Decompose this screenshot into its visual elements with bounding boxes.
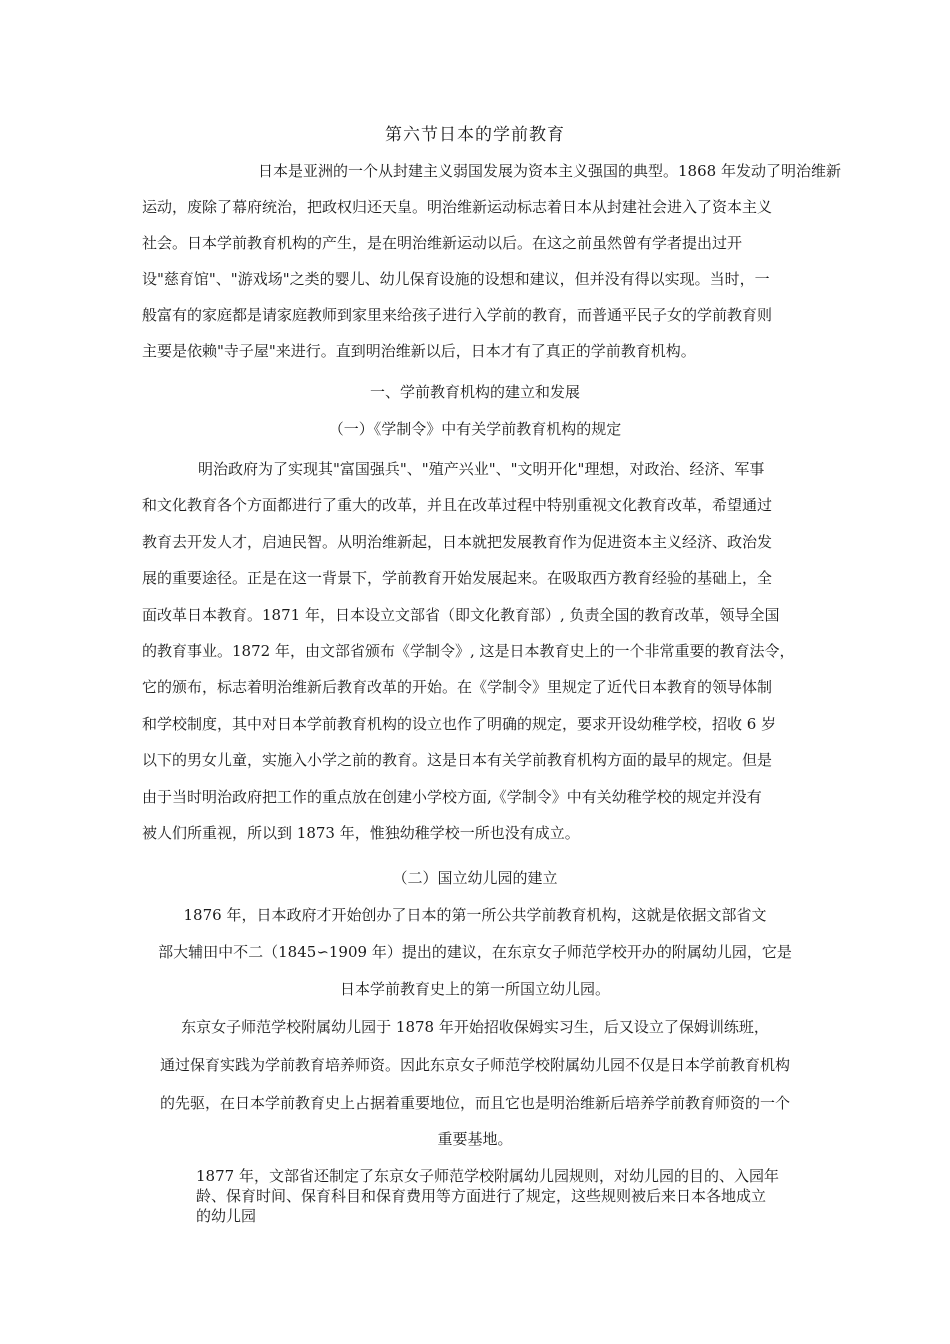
text-line: 龄、保育时间、保育科目和保育费用等方面进行了规定，这些规则被后来日本各地成立: [196, 1187, 767, 1205]
text-line: 重要基地。: [437, 1130, 513, 1148]
text-line: 运动，废除了幕府统治，把政权归还天皇。明治维新运动标志着日本从封建社会进入了资本主义: [142, 198, 773, 216]
text-line: 被人们所重视，所以到 1873 年，惟独幼稚学校一所也没有成立。: [142, 824, 580, 843]
text-line: 明治政府为了实现其"富国强兵"、"殖产兴业"、"文明开化"理想，对政治、经济、军事: [198, 460, 765, 478]
text-line: 日本是亚洲的一个从封建主义弱国发展为资本主义强国的典型。1868 年发动了明治维新: [258, 162, 841, 180]
intro-paragraph: [142, 153, 841, 369]
text-line: 以下的男女儿童，实施入小学之前的教育。这是日本有关学前教育机构方面的最早的规定。但是: [142, 751, 773, 770]
subsection-heading: （一）《学制令》中有关学前教育机构的规定: [328, 420, 622, 438]
text-line: 的幼儿园: [196, 1207, 257, 1225]
text-line: 和文化教育各个方面都进行了重大的改革，并且在改革过程中特别重视文化教育改革，希望通过: [142, 496, 773, 515]
subsection1-paragraph: [142, 451, 822, 851]
text-line: 由于当时明治政府把工作的重点放在创建小学校方面,《学制令》中有关幼稚学校的规定并没有: [142, 787, 762, 806]
text-line: 的教育事业。1872 年，由文部省颁布《学制令》, 这是日本教育史上的一个非常重要的教育法令，: [142, 642, 795, 661]
text-line: 教育去开发人才，启迪民智。从明治维新起，日本就把发展教育作为促进资本主义经济、政治发: [142, 532, 773, 551]
text-line: 部大辅田中不二（1845∽1909 年）提出的建议，在东京女子师范学校开办的附属幼儿园，它是: [158, 943, 792, 961]
text-line: 它的颁布，标志着明治维新后教育改革的开始。在《学制令》里规定了近代日本教育的领导体制: [142, 678, 773, 697]
text-line: 面改革日本教育。1871 年，日本设立文部省（即文化教育部）, 负责全国的教育改革，领导全国: [142, 605, 780, 624]
text-line: 1876 年，日本政府才开始创办了日本的第一所公共学前教育机构，这就是依据文部省文: [183, 906, 767, 924]
text-line: 般富有的家庭都是请家庭教师到家里来给孩子进行入学前的教育，而普通平民子女的学前教育则: [142, 306, 773, 324]
text-line: 日本学前教育史上的第一所国立幼儿园。: [339, 980, 610, 998]
subsection2-last-paragraph: [196, 1166, 826, 1226]
text-line: 主要是依赖"寺子屋"来进行。直到明治维新以后，日本才有了真正的学前教育机构。: [142, 342, 696, 360]
section-heading: 一、学前教育机构的建立和发展: [369, 383, 580, 401]
text-line: 设"慈育馆"、"游戏场"之类的婴儿、幼儿保育设施的设想和建议，但并没有得以实现。当时，一: [142, 270, 770, 288]
text-line: 和学校制度，其中对日本学前教育机构的设立也作了明确的规定，要求开设幼稚学校，招收 6 岁: [142, 714, 777, 733]
text-line: 的先驱，在日本学前教育史上占据着重要地位，而且它也是明治维新后培养学前教育师资的一个: [159, 1094, 790, 1112]
text-line: 展的重要途径。正是在这一背景下，学前教育开始发展起来。在吸取西方教育经验的基础上，全: [142, 569, 773, 588]
page-title: 第六节日本的学前教育: [385, 125, 565, 145]
text-line: 1877 年，文部省还制定了东京女子师范学校附属幼儿园规则，对幼儿园的目的、入园年: [196, 1167, 779, 1185]
text-line: 通过保育实践为学前教育培养师资。因此东京女子师范学校附属幼儿园不仅是日本学前教育机构: [159, 1056, 790, 1074]
subsection-heading: （二）国立幼儿园的建立: [392, 869, 558, 887]
text-line: 东京女子师范学校附属幼儿园于 1878 年开始招收保姆实习生，后又设立了保姆训练班，: [181, 1018, 769, 1036]
text-line: 社会。日本学前教育机构的产生，是在明治维新运动以后。在这之前虽然曾有学者提出过开: [142, 234, 743, 252]
